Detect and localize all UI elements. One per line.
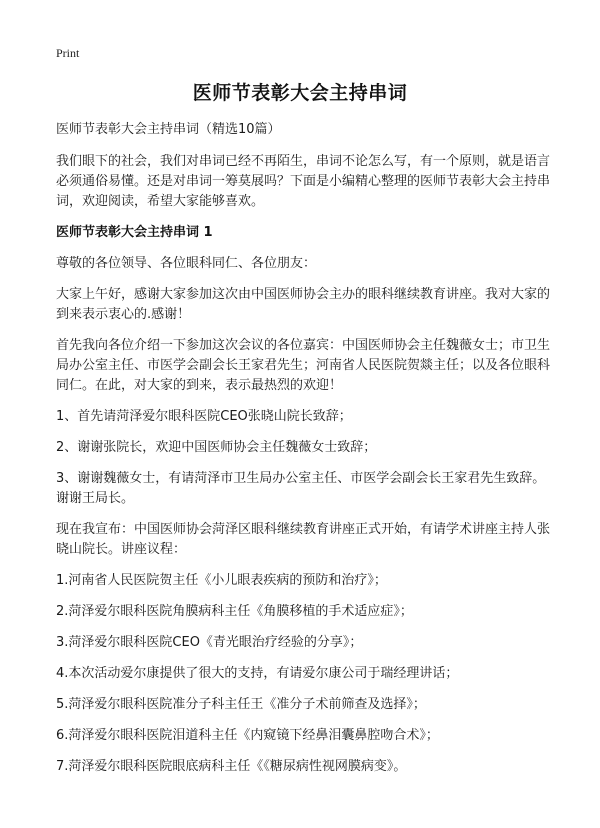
intro-paragraph: 我们眼下的社会，我们对串词已经不再陌生，串词不论怎么写，有一个原则，就是语言必须通俗易懂。还是对串词一筹莫展吗？下面是小编精心整理的医师节表彰大会主持串词，欢迎阅读，希望大家能够喜欢。 — [56, 154, 551, 209]
paragraph-greeting: 大家上午好，感谢大家参加这次由中国医师协会主办的眼科继续教育讲座。我对大家的到来表示衷心的.感谢！ — [56, 287, 551, 322]
subtitle: 医师节表彰大会主持串词（精选10篇） — [56, 122, 281, 137]
page-title: 医师节表彰大会主持串词 — [192, 82, 408, 104]
print-link[interactable]: Print — [56, 46, 80, 60]
lecture-item: 6.菏泽爱尔眼科医院泪道科主任《内窥镜下经鼻泪囊鼻腔吻合术》； — [56, 728, 439, 743]
lecture-item: 4.本次活动爱尔康提供了很大的支持，有请爱尔康公司于瑞经理讲话； — [56, 666, 459, 681]
agenda-item: 3、谢谢魏薇女士，有请菏泽市卫生局办公室主任、市医学会副会长王家君先生致辞。谢谢王局长。 — [56, 471, 546, 506]
section-heading: 医师节表彰大会主持串词 1 — [56, 225, 213, 240]
agenda-item: 2、谢谢张院长，欢迎中国医师协会主任魏薇女士致辞； — [56, 440, 377, 455]
paragraph-salutation: 尊敬的各位领导、各位眼科同仁、各位朋友： — [56, 256, 317, 271]
lecture-item: 1.河南省人民医院贺主任《小儿眼表疾病的预防和治疗》； — [56, 573, 387, 588]
lecture-item: 2.菏泽爱尔眼科医院角膜病科主任《角膜移植的手术适应症》； — [56, 604, 413, 619]
paragraph-guests: 首先我向各位介绍一下参加这次会议的各位嘉宾：中国医师协会主任魏薇女士；市卫生局办公室主任、市医学会副会长王家君先生；河南省人民医院贺燚主任；以及各位眼科同仁。在此，对大家的到来，表示最热烈的欢迎！ — [56, 338, 551, 393]
document-body — [56, 120, 550, 788]
paragraph-announcement: 现在我宣布：中国医师协会菏泽区眼科继续教育讲座正式开始，有请学术讲座主持人张晓山院长。讲座议程： — [56, 522, 551, 557]
lecture-item: 7.菏泽爱尔眼科医院眼底病科主任《《糖尿病性视网膜病变》。 — [56, 759, 407, 774]
agenda-item: 1、首先请菏泽爱尔眼科医院CEO张晓山院长致辞； — [56, 409, 352, 424]
lecture-item: 3.菏泽爱尔眼科医院CEO《青光眼治疗经验的分享》； — [56, 635, 363, 650]
lecture-item: 5.菏泽爱尔眼科医院准分子科主任王《准分子术前筛查及选择》； — [56, 697, 426, 712]
